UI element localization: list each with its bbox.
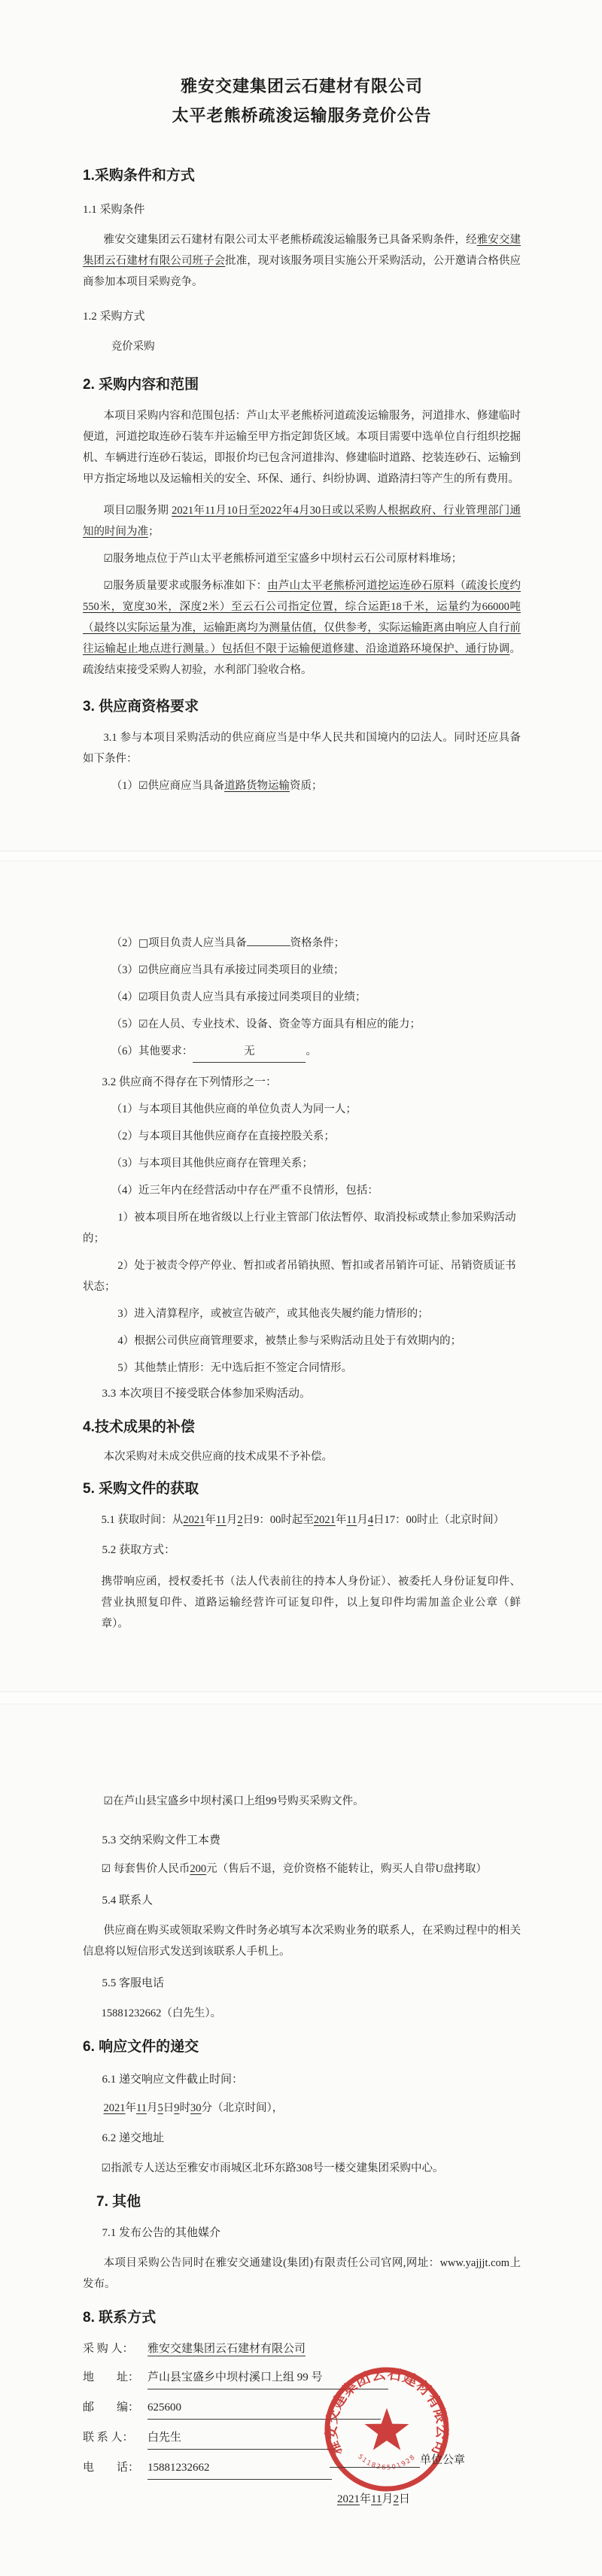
date-year: 2021 — [337, 2493, 360, 2505]
text-run: 元（售后不退，竞价资格不能转让，购买人自带U盘拷取） — [206, 1863, 488, 1875]
bad-record-item-4: 4）根据公司供应商管理要求，被禁止参与采购活动且处于有效期内的； — [117, 1335, 462, 1347]
requirement-item-3 — [83, 960, 521, 981]
document-title-line1: 雅安交建集团云石建材有限公司 — [180, 77, 423, 96]
service-quality-paragraph — [83, 575, 521, 681]
section-5-4-heading: 5.4 联系人 — [102, 1895, 154, 1907]
text-run: 年 — [205, 1514, 216, 1526]
text-run: 月 — [382, 2493, 394, 2505]
section-1-2-heading: 1.2 采购方式 — [83, 311, 145, 323]
text-run: 日9：00时起至 — [242, 1514, 314, 1526]
section-2-heading: 2. 采购内容和范围 — [83, 377, 199, 393]
date-year: 2021 — [183, 1514, 205, 1526]
requirement-item-5 — [83, 1014, 521, 1035]
requirement-item-6 — [83, 1041, 521, 1063]
date-day: 4 — [367, 1514, 374, 1526]
text-run: 供应商应当具有承接过同类项目的业绩； — [147, 964, 345, 976]
section-6-2-heading: 6.2 递交地址 — [102, 2132, 165, 2144]
section-1-1-heading: 1.1 采购条件 — [83, 204, 145, 216]
section-6-heading: 6. 响应文件的递交 — [83, 2039, 199, 2055]
text-run: 项目负责人应当具备 — [148, 937, 247, 949]
text-run: 项目负责人应当具有承接过同类项目的业绩； — [147, 991, 366, 1003]
underlined-qualification: 道路货物运输 — [224, 780, 290, 792]
date-day: 2 — [393, 2493, 399, 2505]
section-3-1-paragraph — [83, 727, 521, 769]
text-run: 3.1 参与本项目采购活动的供应商应当是中华人民共和国境内的 — [103, 732, 411, 744]
service-phone-line: 15881232662（白先生）。 — [101, 2007, 222, 2019]
text-run: 。 — [306, 1045, 317, 1057]
contact-value: 625600 — [147, 2397, 381, 2420]
text-run: 日 — [163, 2102, 175, 2114]
delivery-address-line — [83, 2158, 521, 2179]
text-run: 资格条件； — [290, 937, 345, 949]
text-run: （6）其他要求： — [111, 1045, 193, 1057]
fee-amount: 200 — [190, 1863, 207, 1875]
text-run: 每套售价人民币 — [111, 1863, 190, 1875]
section-3-heading: 3. 供应商资格要求 — [83, 699, 199, 715]
text-run: 法人。同时还应具备如下条件： — [83, 732, 521, 765]
text-run: ； — [148, 526, 160, 538]
prohibited-item-1: （1）与本项目其他供应商的单位负责人为同一人； — [111, 1103, 357, 1115]
text-run: 批准，现对该服务项目实施公开采购活动，公开邀请合格供应商参加本项目采购竞争。 — [83, 255, 521, 288]
seal-caption: 单位公章 — [420, 2454, 466, 2466]
contact-value: 白先生 — [147, 2427, 336, 2450]
checkbox-checked-icon: ☑ — [410, 732, 421, 744]
checkbox-checked-icon: ☑ — [138, 991, 148, 1003]
seal-company-name: 雅安交建集团云石建材有限公司 — [324, 2366, 450, 2458]
text-run: 年 — [125, 2102, 137, 2114]
text-run: 分（北京时间）， — [201, 2102, 284, 2114]
requirement-item-2 — [83, 933, 521, 954]
checkbox-checked-icon: ☑ — [101, 2162, 111, 2174]
item-number: （2） — [111, 937, 138, 949]
section-7-1-heading: 7.1 发布公告的其他媒介 — [102, 2227, 221, 2239]
document-page-2 — [0, 861, 602, 1692]
text-run: 5.1 获取时间：从 — [101, 1514, 184, 1526]
bad-record-item-1: 1）被本项目所在地省级以上行业主管部门依法暂停、取消投标或禁止参加采购活动的； — [83, 1212, 516, 1245]
contact-label: 邮 编： — [83, 2402, 140, 2414]
date-day: 2 — [237, 1514, 243, 1526]
bad-record-item-2: 2）处于被责令停产停业、暂扣或者吊销执照、暂扣或者吊销许可证、吊销资质证书状态； — [83, 1260, 516, 1293]
submission-deadline-line — [83, 2098, 521, 2119]
procurement-method: 竞价采购 — [111, 341, 155, 353]
contact-value: 雅安交建集团云石建材有限公司 — [147, 2343, 306, 2355]
contact-label: 联 系 人： — [83, 2432, 134, 2444]
page-break — [0, 1692, 602, 1704]
blank-underline-with-text: 无 — [193, 1041, 306, 1063]
section-7-heading: 7. 其他 — [96, 2194, 141, 2210]
section-5-4-paragraph: 供应商在购买或领取采购文件时务必填写本次采购业务的联系人，在采购过程中的相关信息将以短信形式发送到该联系人手机上。 — [83, 1925, 521, 1958]
checkbox-checked-icon: ☑ — [138, 1018, 148, 1030]
underlined-service-period: 2021年11月10日至2022年4月30日或以采购人根据政府、行业管理部门通知的时间为准 — [83, 505, 521, 538]
section-2-scope-paragraph: 本项目采购内容和范围包括：芦山太平老熊桥河道疏浚运输服务，河道排水、修建临时便道，河道挖取连砂石装车并运输至甲方指定卸货区域。本项目需要中选单位自行组织挖掘机、车辆进行连砂石装运，即报价均已包含河道排沟、修建临时道路、挖装连砂石、运输到甲方指定场地以及运输相关的安全、环保、通行、纠纷协调、道路清扫等产生的所有费用。 — [83, 410, 521, 485]
service-location-line — [83, 548, 521, 569]
bad-record-item-5: 5）其他禁止情形：无中选后拒不签定合同情形。 — [117, 1362, 353, 1374]
item-number: （1） — [111, 780, 138, 792]
section-3-2-heading: 3.2 供应商不得存在下列情形之一： — [102, 1076, 278, 1088]
time-hour: 9 — [174, 2102, 180, 2114]
text-run: 月 — [226, 1514, 238, 1526]
requirement-item-1 — [83, 775, 521, 796]
text-run: 月 — [357, 1514, 368, 1526]
date-month: 11 — [346, 1514, 357, 1526]
underlined-quality-requirement: 由芦山太平老熊桥河道挖运连砂石原料（疏浚长度约550米，宽度30米，深度2米）至云石公司指定位置，综合运距18千米，运量约为66000吨（最终以实际运量为准，运输距离均为测量估值，仅供参考，实际运输距离由响应人自行前往运输起止地点进行测量。）包括但不限于运输便道修建、沿途道路环境保护、通行协调 — [83, 580, 521, 655]
item-number: （3） — [111, 964, 138, 976]
section-5-3-heading: 5.3 交纳采购文件工本费 — [102, 1834, 221, 1846]
bad-record-item-3: 3）进入清算程序，或被宣告破产，或其他丧失履约能力情形的； — [117, 1308, 429, 1320]
requirement-item-4 — [83, 987, 521, 1008]
text-run: 在人员、专业技术、设备、资金等方面具有相应的能力； — [147, 1018, 421, 1030]
checkbox-checked-icon: ☑ — [103, 1795, 114, 1807]
checkbox-checked-icon: ☑ — [138, 964, 148, 976]
blank-underline — [247, 935, 290, 946]
text-run: 供应商应当具备 — [147, 780, 224, 792]
section-5-2-heading: 5.2 获取方式： — [102, 1544, 176, 1556]
section-1-1-paragraph — [83, 229, 521, 293]
contact-value: 15881232662 — [147, 2457, 332, 2480]
checkbox-checked-icon: ☑ — [103, 580, 114, 592]
date-year: 2021 — [103, 2102, 126, 2114]
prohibited-item-2: （2）与本项目其他供应商存在直接控股关系； — [111, 1130, 335, 1142]
page-break — [0, 851, 602, 861]
purchase-location-line — [83, 1791, 521, 1812]
document-title-line2: 太平老熊桥疏浚运输服务竞价公告 — [172, 106, 432, 125]
item-number: （5） — [111, 1018, 138, 1030]
date-month: 11 — [136, 2102, 147, 2114]
section-5-5-heading: 5.5 客服电话 — [102, 1977, 165, 1989]
text-run: 时 — [179, 2102, 191, 2114]
document-fee-line — [83, 1858, 521, 1880]
text-run: 雅安交建集团云石建材有限公司太平老熊桥疏浚运输服务已具备采购条件，经 — [103, 234, 477, 246]
text-run: 服务期 — [135, 505, 172, 517]
text-run: 日 — [398, 2493, 410, 2505]
date-year: 2021 — [313, 1514, 336, 1526]
document-page-1 — [0, 0, 602, 851]
section-4-paragraph: 本次采购对未成交供应商的技术成果不予补偿。 — [103, 1451, 333, 1463]
text-run: 日17：00时止（北京时间） — [373, 1514, 505, 1526]
text-run: 年 — [360, 2493, 372, 2505]
text-run: 项目 — [103, 505, 126, 517]
checkbox-checked-icon: ☑ — [101, 1863, 111, 1875]
item-number: （4） — [111, 991, 138, 1003]
contact-label: 电 话： — [83, 2462, 140, 2474]
text-run: 服务地点位于芦山太平老熊桥河道至宝盛乡中坝村云石公司原材料堆场； — [113, 553, 463, 565]
section-5-heading: 5. 采购文件的获取 — [83, 1481, 199, 1497]
contact-value: 芦山县宝盛乡中坝村溪口上组 99 号 — [147, 2367, 388, 2389]
contact-label: 地 址： — [83, 2371, 140, 2383]
contact-row-purchaser — [83, 2338, 521, 2359]
checkbox-checked-icon: ☑ — [138, 780, 148, 792]
contact-row-address — [83, 2367, 521, 2389]
text-run: 指派专人送达至雅安市雨城区北环东路308号一楼交建集团采购中心。 — [111, 2162, 444, 2174]
section-6-1-heading: 6.1 递交响应文件截止时间： — [102, 2074, 244, 2086]
time-minute: 30 — [190, 2102, 202, 2114]
text-run: 月 — [147, 2102, 158, 2114]
section-5-1-line — [83, 1509, 521, 1531]
underlined-approver: 雅安交建集团云石建材有限公司班子会 — [83, 234, 521, 267]
text-run: 在芦山县宝盛乡中坝村溪口上组99号购买采购文件。 — [113, 1795, 364, 1807]
document-page-3 — [0, 1704, 602, 2576]
checkbox-checked-icon: ☑ — [103, 553, 114, 565]
seal-star-icon — [365, 2408, 409, 2450]
prohibited-item-3: （3）与本项目其他供应商存在管理关系； — [111, 1158, 313, 1170]
date-month: 11 — [371, 2493, 382, 2505]
section-4-heading: 4.技术成果的补偿 — [83, 1419, 195, 1435]
checkbox-unchecked-icon: □ — [138, 937, 149, 949]
contact-label: 采 购 人： — [83, 2343, 134, 2355]
section-7-1-paragraph: 本项目采购公告同时在雅安交通建设(集团)有限责任公司官网,网址：www.yajjjt.com上发布。 — [83, 2257, 521, 2290]
date-month: 11 — [215, 1514, 227, 1526]
text-run: 。疏浚结束接受采购人初验，水利部门验收合格。 — [83, 643, 521, 676]
announcement-date — [337, 2490, 410, 2506]
prohibited-item-4: （4）近三年内在经营活动中存在严重不良情形，包括： — [111, 1185, 379, 1197]
svg-text:511826501928 — [356, 2453, 418, 2472]
date-day: 5 — [157, 2102, 163, 2114]
seal-caption-underline — [330, 2467, 420, 2468]
company-seal-stamp — [322, 2365, 451, 2494]
section-8-heading: 8. 联系方式 — [83, 2310, 157, 2326]
contact-row-person — [83, 2427, 521, 2450]
section-1-heading: 1.采购条件和方式 — [83, 168, 195, 184]
service-period-line — [83, 500, 521, 542]
seal-serial-number: 511826501928 — [356, 2453, 418, 2472]
text-run: 资质； — [290, 780, 323, 792]
section-5-2-paragraph: 携带响应函，授权委托书（法人代表前往的持本人身份证）、被委托人身份证复印件、营业执照复印件、道路运输经营许可证复印件，以上复印件均需加盖企业公章（鲜章）。 — [101, 1576, 521, 1630]
text-run: 年 — [335, 1514, 347, 1526]
text-run: 服务质量要求或服务标准如下： — [113, 580, 268, 592]
contact-row-postcode — [83, 2397, 521, 2420]
section-3-3-line: 3.3 本次项目不接受联合体参加采购活动。 — [102, 1388, 312, 1400]
checkbox-checked-icon: ☑ — [126, 505, 135, 517]
